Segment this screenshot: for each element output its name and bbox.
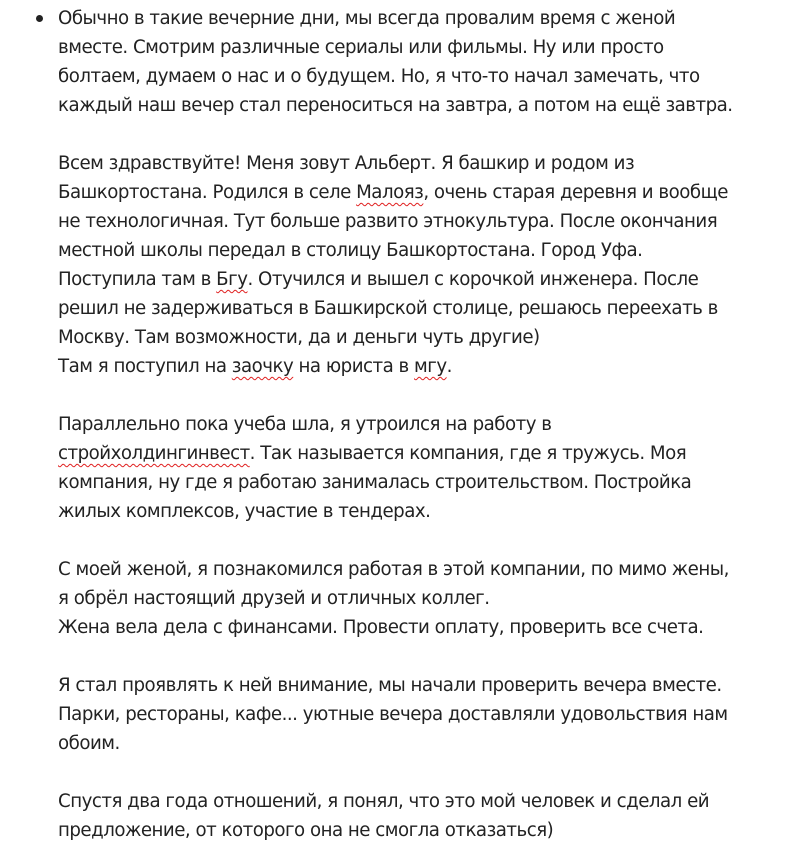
- text-segment: обоим.: [58, 733, 120, 754]
- text-segment: Поступила там в: [58, 269, 217, 290]
- text-segment: . Отучился и вышел с корочкой инженера. После: [247, 269, 699, 290]
- text-segment: Обычно в такие вечерние дни, мы всегда провалим время с женой: [58, 8, 676, 29]
- misspelled-word[interactable]: Бгу: [216, 269, 248, 290]
- text-segment: вместе. Смотрим различные сериалы или фильмы. Ну или просто: [58, 37, 664, 58]
- paragraph: [58, 149, 728, 381]
- text-segment: каждый наш вечер стал переноситься на завтра, а потом на ещё завтра.: [58, 95, 733, 116]
- text-segment: , очень старая деревня и вообще: [423, 182, 728, 203]
- text-line: [58, 671, 722, 700]
- text-line: [58, 178, 728, 207]
- text-segment: на юриста в: [293, 356, 415, 377]
- text-segment: С моей женой, я познакомился работая в этой компании, по мимо жены,: [58, 559, 729, 580]
- paragraph: [58, 4, 733, 120]
- text-line: [58, 352, 718, 381]
- misspelled-word[interactable]: заочку: [231, 356, 294, 377]
- text-line: [58, 323, 718, 352]
- paragraph: [58, 787, 718, 845]
- text-line: [58, 700, 728, 729]
- text-line: [58, 33, 718, 62]
- text-line: [58, 207, 718, 236]
- text-line: [58, 613, 718, 642]
- text-line: [58, 4, 718, 33]
- text-segment: жилых комплексов, участие в тендерах.: [58, 501, 431, 522]
- text-segment: Всем здравствуйте! Меня зовут Альберт. Я башкир и родом из: [58, 153, 635, 174]
- text-segment: компания, ну где я работаю занималась строительством. Постройка: [58, 472, 692, 493]
- text-line: [58, 555, 729, 584]
- text-line: [58, 62, 718, 91]
- text-line: [58, 91, 733, 120]
- text-segment: Там я поступил на: [58, 356, 232, 377]
- misspelled-word[interactable]: Малояз: [356, 182, 424, 203]
- text-segment: Парки, рестораны, кафе... уютные вечера доставляли удовольствия нам: [58, 704, 728, 725]
- text-segment: местной школы передал в столицу Башкортостана. Город Уфа.: [58, 240, 643, 261]
- text-segment: я обрёл настоящий друзей и отличных коллег.: [58, 588, 490, 609]
- text-segment: . Так называется компания, где я тружусь. Моя: [249, 443, 687, 464]
- text-line: [58, 265, 718, 294]
- text-line: [58, 236, 718, 265]
- text-line: [58, 816, 718, 845]
- text-segment: Параллельно пока учеба шла, я утроился на работу в: [58, 414, 552, 435]
- paragraph: [58, 555, 729, 642]
- text-line: [58, 149, 718, 178]
- text-line: [58, 584, 718, 613]
- document-body[interactable]: [58, 4, 733, 845]
- text-segment: Жена вела дела с финансами. Провести оплату, проверить все счета.: [58, 617, 704, 638]
- text-segment: не технологичная. Тут больше развито этнокультура. После окончания: [58, 211, 718, 232]
- text-line: [58, 787, 718, 816]
- paragraph: [58, 671, 728, 758]
- text-segment: болтаем, думаем о нас и о будущем. Но, я что-то начал замечать, что: [58, 66, 700, 87]
- bullet-icon: [36, 15, 43, 22]
- paragraph: [58, 410, 718, 526]
- text-line: [58, 468, 718, 497]
- misspelled-word[interactable]: стройхолдингинвест: [58, 443, 250, 464]
- text-segment: Я стал проявлять к ней внимание, мы начали проверить вечера вместе.: [58, 675, 722, 696]
- text-segment: Спустя два года отношений, я понял, что это мой человек и сделал ей: [58, 791, 710, 812]
- text-line: [58, 439, 718, 468]
- text-line: [58, 729, 718, 758]
- text-line: [58, 294, 718, 323]
- misspelled-word[interactable]: мгу: [414, 356, 447, 377]
- text-segment: решил не задерживаться в Башкирской столице, решаюсь переехать в: [58, 298, 718, 319]
- text-segment: .: [446, 356, 452, 377]
- text-line: [58, 410, 718, 439]
- text-line: [58, 497, 718, 526]
- text-segment: Башкортостана. Родился в селе: [58, 182, 357, 203]
- text-segment: Москву. Там возможности, да и деньги чуть другие): [58, 327, 540, 348]
- text-segment: предложение, от которого она не смогла отказаться): [58, 820, 554, 841]
